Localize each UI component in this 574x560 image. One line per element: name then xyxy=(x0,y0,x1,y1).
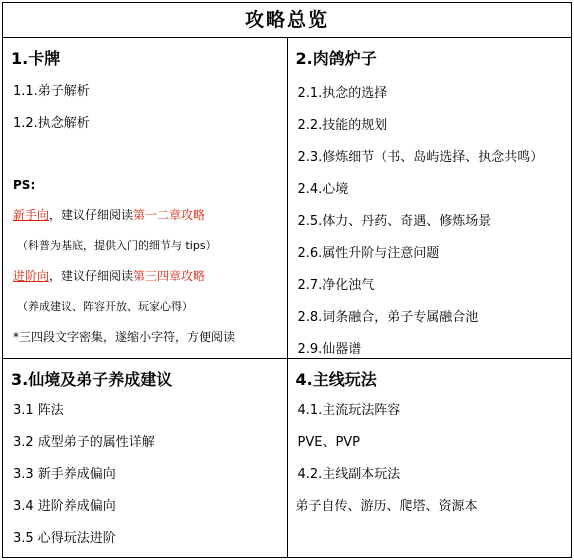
novice-mid-text: ，建议仔细阅读 xyxy=(49,208,134,222)
toc-item-1-2[interactable]: 1.2.执念解析 xyxy=(13,116,90,131)
toc-item-4-1[interactable]: 4.1.主流玩法阵容 xyxy=(297,403,401,418)
section-cards xyxy=(3,38,288,359)
toc-item-3-5[interactable]: 3.5 心得玩法进阶 xyxy=(13,531,116,546)
novice-chapters: 第一二章攻略 xyxy=(133,208,206,222)
toc-item-2-9[interactable]: 2.9.仙器谱 xyxy=(297,342,362,357)
toc-item-3-3[interactable]: 3.3 新手养成偏向 xyxy=(13,467,116,482)
reading-tip: *三四段文字密集，遂缩小字符，方便阅读 xyxy=(13,330,236,344)
section-cultivation xyxy=(3,359,288,558)
toc-item-2-5[interactable]: 2.5.体力、丹药、奇遇、修炼场景 xyxy=(297,214,492,229)
advanced-link[interactable]: 进阶向 xyxy=(13,269,50,283)
toc-item-3-2[interactable]: 3.2 成型弟子的属性详解 xyxy=(13,435,155,450)
toc-item-4-2[interactable]: 4.2.主线副本玩法 xyxy=(297,467,401,482)
toc-item-2-1[interactable]: 2.1.执念的选择 xyxy=(297,86,388,101)
toc-item-1-1[interactable]: 1.1.弟子解析 xyxy=(13,84,90,99)
advanced-note: （养成建议、阵容开放、玩家心得） xyxy=(17,300,193,313)
novice-link[interactable]: 新手向 xyxy=(13,208,50,222)
ps-label: PS: xyxy=(13,178,36,192)
toc-item-2-3[interactable]: 2.3.修炼细节（书、岛屿选择、执念共鸣） xyxy=(297,150,544,165)
toc-sub-pve-pvp: PVE、PVP xyxy=(297,435,361,450)
novice-line xyxy=(3,206,287,223)
advanced-chapters: 第三四章攻略 xyxy=(133,269,206,283)
section-heading-roguelike: 2.肉鸽炉子 xyxy=(295,49,377,68)
guide-overview-table xyxy=(2,2,572,558)
section-main-story xyxy=(287,359,572,558)
section-heading-cards: 1.卡牌 xyxy=(11,49,61,68)
novice-note: （科普为基底，提供入门的细节与 tips） xyxy=(17,239,217,252)
section-heading-main-story: 4.主线玩法 xyxy=(295,370,377,389)
toc-item-2-6[interactable]: 2.6.属性升阶与注意问题 xyxy=(297,246,440,261)
toc-sub-dungeon-modes: 弟子自传、游历、爬塔、资源本 xyxy=(295,499,478,514)
toc-item-2-2[interactable]: 2.2.技能的规划 xyxy=(297,118,388,133)
section-heading-cultivation: 3.仙境及弟子养成建议 xyxy=(11,370,173,389)
advanced-line xyxy=(3,267,287,284)
toc-item-2-4[interactable]: 2.4.心境 xyxy=(297,182,349,197)
toc-item-3-4[interactable]: 3.4 进阶养成偏向 xyxy=(13,499,116,514)
advanced-mid-text: ，建议仔细阅读 xyxy=(49,269,134,283)
toc-item-2-8[interactable]: 2.8.词条融合，弟子专属融合池 xyxy=(297,310,479,325)
toc-item-2-7[interactable]: 2.7.净化浊气 xyxy=(297,278,375,293)
table-title: 攻略总览 xyxy=(3,3,572,38)
section-roguelike xyxy=(287,38,572,359)
toc-item-3-1[interactable]: 3.1 阵法 xyxy=(13,403,64,418)
